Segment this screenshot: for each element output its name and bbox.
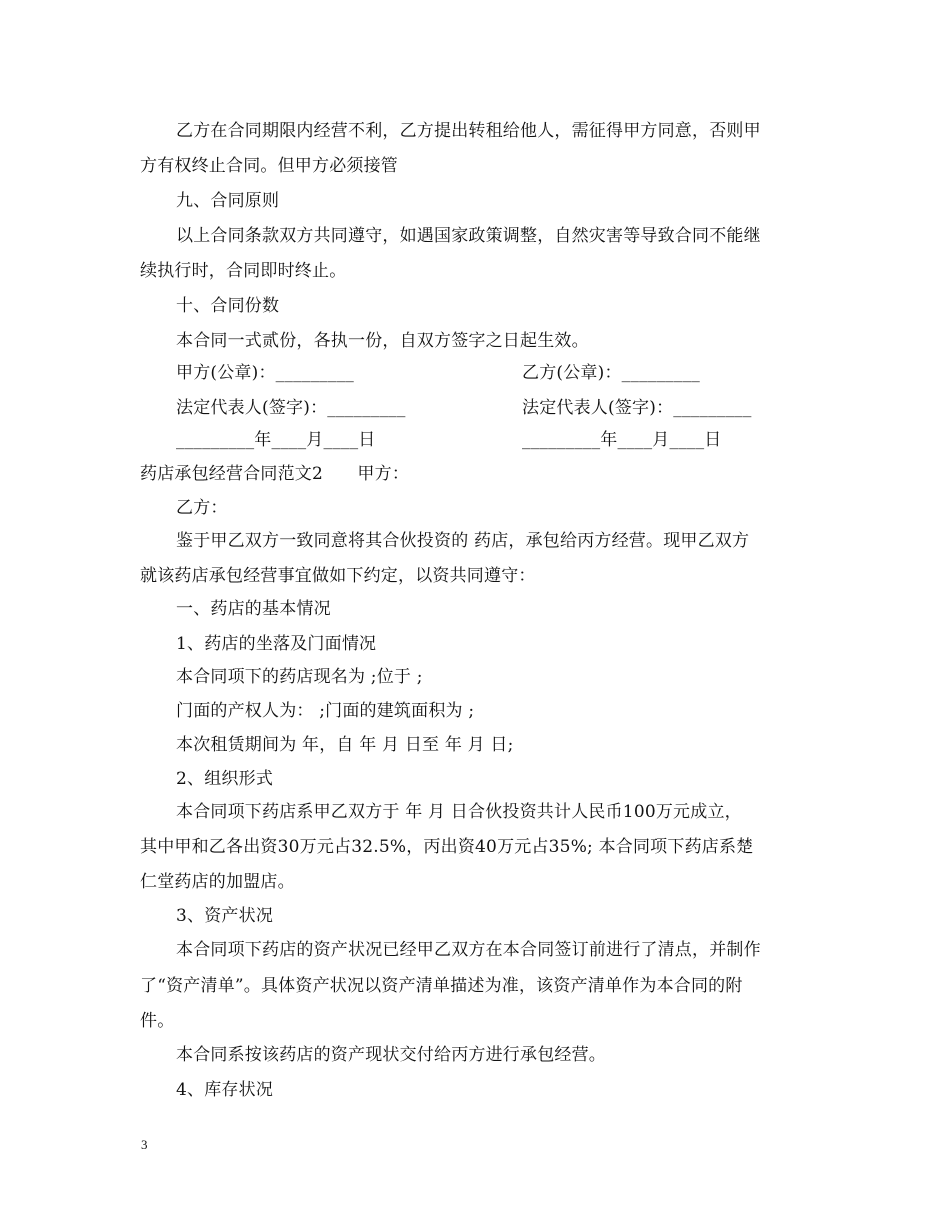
paragraph-line: 本合同系按该药店的资产现状交付给丙方进行承包经营。 <box>176 1045 606 1065</box>
subsection-heading: 3、资产状况 <box>176 906 274 926</box>
paragraph-line: 乙方： <box>176 498 228 518</box>
party-b-representative-field: 法定代表人(签字)：_________ <box>522 398 752 418</box>
paragraph-line: 仁堂药店的加盟店。 <box>140 872 295 892</box>
section-heading: 十、合同份数 <box>176 296 280 316</box>
paragraph-line: 续执行时，合同即时终止。 <box>140 261 347 281</box>
paragraph-line: 就该药店承包经营事宜做如下约定，以资共同遵守： <box>140 566 536 586</box>
page-number: 3 <box>141 1137 148 1152</box>
paragraph-line: 本合同一式贰份，各执一份，自双方签字之日起生效。 <box>176 331 589 351</box>
paragraph-line: 鉴于甲乙双方一致同意将其合伙投资的 药店，承包给丙方经营。现甲乙双方 <box>176 531 750 551</box>
paragraph-line: 件。 <box>140 1011 175 1031</box>
paragraph-line: 本合同项下药店系甲乙双方于 年 月 日合伙投资共计人民币100万元成立， <box>176 802 742 822</box>
party-a-representative-field: 法定代表人(签字)：_________ <box>176 398 406 418</box>
document-title: 药店承包经营合同范文2 甲方： <box>140 464 410 484</box>
paragraph-line: 门面的产权人为： ;门面的建筑面积为 ; <box>176 701 475 721</box>
subsection-heading: 1、药店的坐落及门面情况 <box>176 634 377 654</box>
party-a-date-field: _________年____月____日 <box>176 430 376 450</box>
party-b-seal-field: 乙方(公章)：_________ <box>522 363 700 383</box>
party-b-date-field: _________年____月____日 <box>522 430 722 450</box>
party-a-seal-field: 甲方(公章)：_________ <box>176 363 354 383</box>
paragraph-line: 方有权终止合同。但甲方必须接管 <box>140 156 398 176</box>
section-heading: 九、合同原则 <box>176 191 280 211</box>
paragraph-line: 本合同项下药店的资产状况已经甲乙双方在本合同签订前进行了清点，并制作 <box>176 940 761 960</box>
section-heading: 一、药店的基本情况 <box>176 599 331 619</box>
paragraph-line: 其中甲和乙各出资30万元占32.5%，丙出资40万元占35%; 本合同项下药店系楚 <box>140 837 754 857</box>
subsection-heading: 2、组织形式 <box>176 769 274 789</box>
subsection-heading: 4、库存状况 <box>176 1080 274 1100</box>
paragraph-line: 乙方在合同期限内经营不利，乙方提出转租给他人，需征得甲方同意，否则甲 <box>176 121 761 141</box>
paragraph-line: 了“资产清单”。具体资产状况以资产清单描述为准，该资产清单作为本合同的附 <box>140 976 743 996</box>
paragraph-line: 以上合同条款双方共同遵守，如遇国家政策调整，自然灾害等导致合同不能继 <box>176 226 761 246</box>
paragraph-line: 本合同项下的药店现名为 ;位于 ; <box>176 667 423 687</box>
paragraph-line: 本次租赁期间为 年，自 年 月 日至 年 月 日; <box>176 735 514 755</box>
